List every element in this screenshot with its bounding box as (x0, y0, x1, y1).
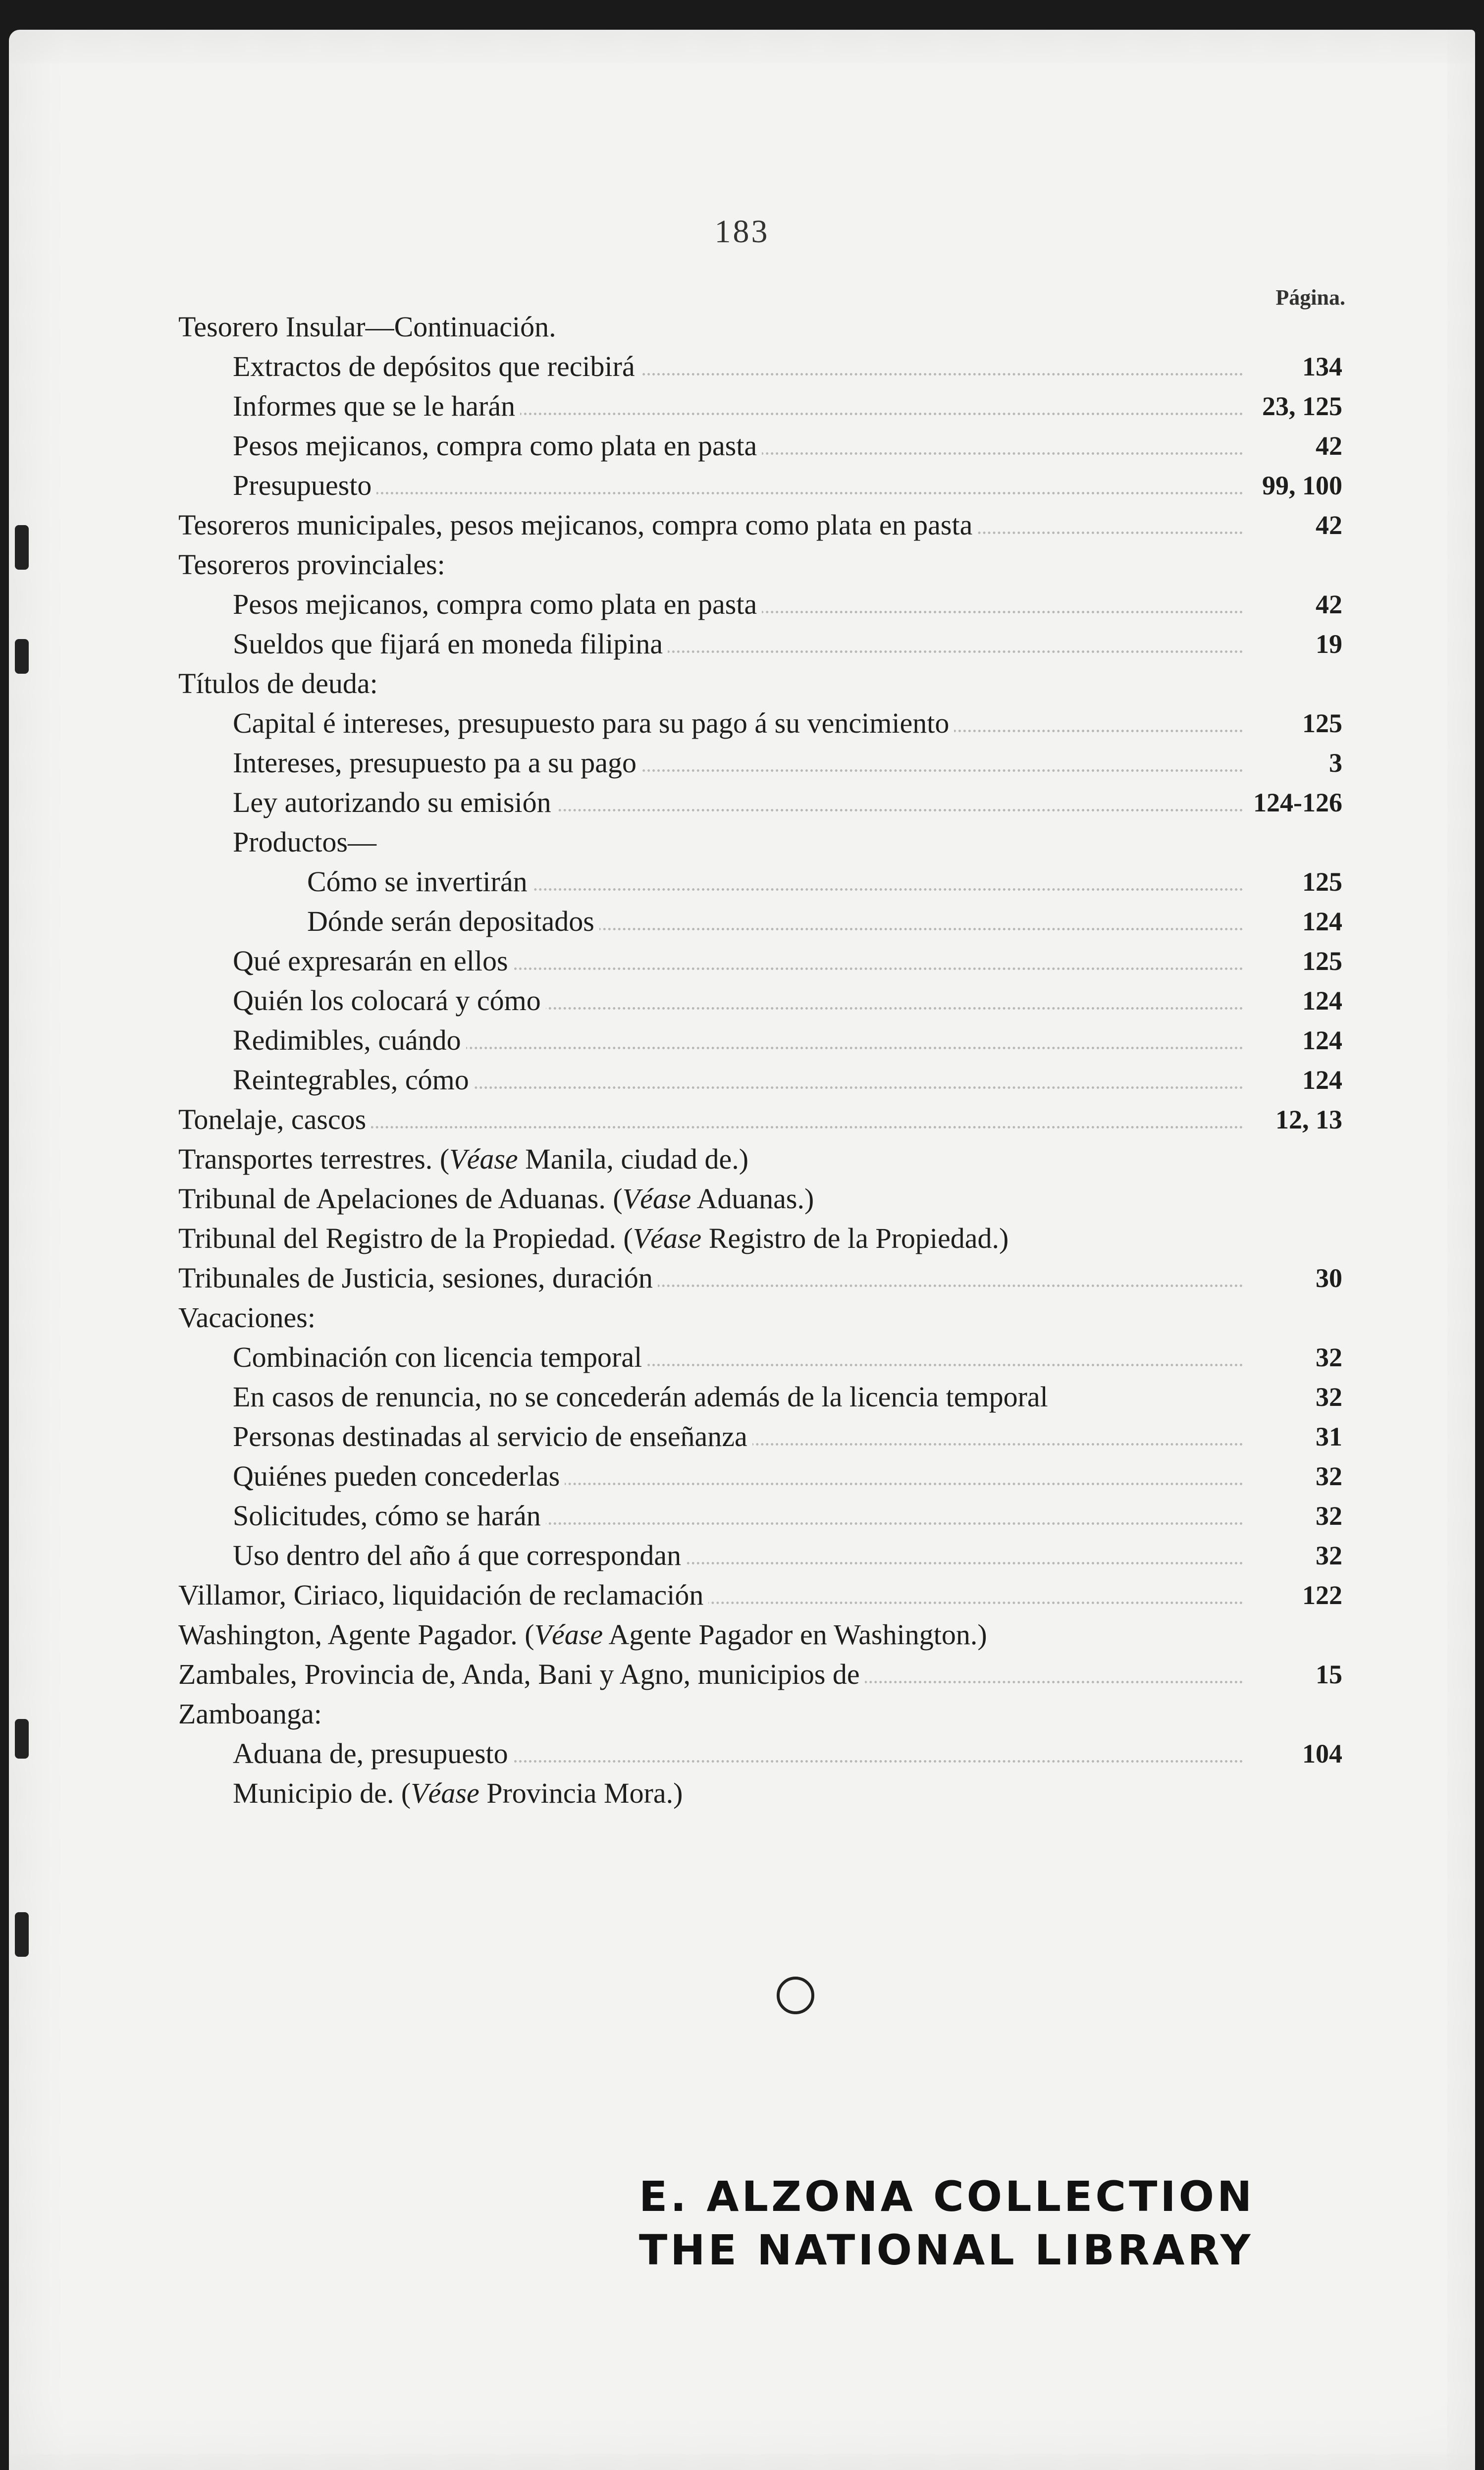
entry-text (307, 862, 532, 902)
dot-leader (233, 492, 1243, 494)
entry-label: Reintegrables, cómo (233, 1064, 469, 1096)
page-reference: 31 (1243, 1417, 1342, 1456)
entry-label: Tesoreros municipales, pesos mejicanos, compra como plata en pasta (178, 509, 973, 541)
index-entry (178, 1773, 1342, 1813)
index-entry (178, 743, 1342, 783)
index-entry (178, 1655, 1342, 1694)
entry-text (233, 822, 381, 862)
page-reference: 134 (1243, 347, 1342, 386)
entry-text (178, 307, 561, 347)
index-entry (178, 1456, 1342, 1496)
index-entry (178, 862, 1342, 902)
index-entry (178, 783, 1342, 822)
page-reference: 125 (1243, 862, 1342, 902)
entry-label: Washington, Agente Pagador. (178, 1618, 518, 1651)
index-entry (178, 347, 1342, 386)
page-reference: 32 (1243, 1456, 1342, 1496)
page-reference: 124-126 (1243, 783, 1342, 822)
index-entry (178, 1020, 1342, 1060)
see-reference-label: Véase (622, 1182, 691, 1215)
entry-text (233, 783, 556, 822)
index-entry (178, 1496, 1342, 1536)
entry-label: Tonelaje, cascos (178, 1103, 367, 1135)
entry-label: Zamboanga: (178, 1698, 322, 1730)
entry-text (233, 1496, 546, 1536)
index-entry (178, 981, 1342, 1020)
entry-text (178, 1258, 658, 1298)
see-reference-label: Véase (633, 1222, 702, 1254)
index-entries (178, 307, 1342, 1813)
index-entry (178, 1417, 1342, 1456)
page-reference: 124 (1243, 981, 1342, 1020)
index-entry (178, 902, 1342, 941)
entry-text (178, 1100, 371, 1139)
index-entry (178, 426, 1342, 466)
entry-label: Informes que se le harán (233, 390, 516, 422)
page-reference: 42 (1243, 585, 1342, 624)
page-reference: 19 (1243, 624, 1342, 664)
index-entry (178, 466, 1342, 505)
entry-text: Tribunal del Registro de la Propiedad. (Véase Registro de la Propiedad.) (178, 1219, 1342, 1258)
index-entry (178, 1338, 1342, 1377)
page-reference: 104 (1243, 1734, 1342, 1773)
entry-label: Quiénes pueden concederlas (233, 1460, 560, 1492)
page-reference: 125 (1243, 703, 1342, 743)
page-reference: 99, 100 (1243, 466, 1342, 505)
entry-text (307, 902, 599, 941)
entry-label: Presupuesto (233, 469, 372, 501)
see-reference-target: Provincia Mora.) (486, 1777, 683, 1809)
entry-label: Sueldos que fijará en moneda filipina (233, 628, 663, 660)
margin-mark (15, 1719, 29, 1759)
entry-label: Solicitudes, cómo se harán (233, 1500, 541, 1532)
page-reference: 3 (1243, 743, 1342, 783)
page-reference: 32 (1243, 1338, 1342, 1377)
page-reference: 23, 125 (1243, 386, 1342, 426)
entry-label: Personas destinadas al servicio de enseñanza (233, 1420, 747, 1452)
page-reference: 124 (1243, 1020, 1342, 1060)
entry-text (233, 1734, 513, 1773)
index-entry (178, 1734, 1342, 1773)
entry-text (233, 1536, 686, 1575)
index-entry (178, 1694, 1342, 1734)
entry-label: Pesos mejicanos, compra como plata en pasta (233, 588, 757, 620)
entry-text (178, 1298, 320, 1338)
see-reference-target: Agente Pagador en Washington.) (608, 1618, 987, 1651)
index-entry (178, 1060, 1342, 1100)
entry-text (233, 466, 376, 505)
stamp-line-2: THE NATIONAL LIBRARY (639, 2226, 1254, 2274)
entry-text (178, 1694, 327, 1734)
index-entry (178, 1139, 1342, 1179)
entry-label: Extractos de depósitos que recibirá (233, 350, 635, 382)
margin-mark (15, 639, 29, 674)
entry-label: En casos de renuncia, no se concederán además de la licencia temporal (233, 1381, 1048, 1413)
index-entry (178, 1615, 1342, 1655)
entry-label: Zambales, Provincia de, Anda, Bani y Agno, municipios de (178, 1658, 860, 1690)
page-reference: 124 (1243, 902, 1342, 941)
entry-label: Ley autorizando su emisión (233, 786, 551, 818)
library-stamp (639, 2170, 1255, 2277)
see-reference-label: Véase (411, 1777, 479, 1809)
index-entry (178, 1377, 1342, 1417)
index-entry (178, 703, 1342, 743)
page-reference: 124 (1243, 1060, 1342, 1100)
entry-label: Tribunal del Registro de la Propiedad. (178, 1222, 616, 1254)
entry-text (178, 505, 977, 545)
page-reference: 12, 13 (1243, 1100, 1342, 1139)
page-reference: 32 (1243, 1496, 1342, 1536)
index-entry (178, 1219, 1342, 1258)
entry-label: Tribunal de Apelaciones de Aduanas. (178, 1182, 606, 1215)
entry-label: Títulos de deuda: (178, 667, 378, 699)
page-reference: 32 (1243, 1536, 1342, 1575)
index-entry (178, 545, 1342, 585)
index-entry (178, 585, 1342, 624)
page-reference: 42 (1243, 505, 1342, 545)
margin-mark (15, 525, 29, 570)
page-reference: 30 (1243, 1258, 1342, 1298)
index-entry (178, 386, 1342, 426)
entry-text (233, 386, 520, 426)
entry-label: Combinación con licencia temporal (233, 1341, 642, 1373)
index-entry (178, 1179, 1342, 1219)
entry-text: Tribunal de Apelaciones de Aduanas. (Véase Aduanas.) (178, 1179, 819, 1219)
entry-label: Redimibles, cuándo (233, 1024, 461, 1056)
entry-text (178, 1575, 708, 1615)
entry-text (233, 624, 668, 664)
page-reference: 42 (1243, 426, 1342, 466)
index-entry (178, 941, 1342, 981)
index-entry (178, 307, 1342, 347)
entry-label: Vacaciones: (178, 1301, 316, 1334)
index-entry (178, 624, 1342, 664)
entry-text (233, 981, 546, 1020)
see-reference-target: Registro de la Propiedad.) (708, 1222, 1009, 1254)
entry-text (233, 1417, 752, 1456)
see-reference-target: Aduanas.) (696, 1182, 814, 1215)
see-reference-label: Véase (534, 1618, 603, 1651)
entry-text (233, 1020, 466, 1060)
entry-text (178, 1655, 865, 1694)
entry-label: Tesoreros provinciales: (178, 548, 445, 581)
entry-text: Municipio de. (Véase Provincia Mora.) (233, 1773, 688, 1813)
entry-label: Intereses, presupuesto pa a su pago (233, 747, 636, 779)
entry-label: Uso dentro del año á que correspondan (233, 1539, 682, 1571)
margin-mark (15, 1912, 29, 1957)
see-reference-label: Véase (449, 1143, 518, 1175)
entry-label: Transportes terrestres. (178, 1143, 433, 1175)
page-reference: 122 (1243, 1575, 1342, 1615)
page-reference: 15 (1243, 1655, 1342, 1694)
entry-label: Dónde serán depositados (307, 905, 594, 937)
entry-text (233, 347, 640, 386)
entry-label: Cómo se invertirán (307, 865, 528, 898)
entry-label: Villamor, Ciriaco, liquidación de reclamación (178, 1579, 704, 1611)
index-entry (178, 664, 1342, 703)
entry-text: Transportes terrestres. (Véase Manila, ciudad de.) (178, 1139, 753, 1179)
entry-text (178, 664, 383, 703)
column-header: Página. (1275, 285, 1345, 310)
page-reference: 32 (1243, 1377, 1342, 1417)
see-reference-target: Manila, ciudad de.) (525, 1143, 749, 1175)
entry-label: Aduana de, presupuesto (233, 1737, 508, 1770)
index-entry (178, 1536, 1342, 1575)
entry-text (233, 585, 762, 624)
page-reference: 125 (1243, 941, 1342, 981)
stamp-line-1: E. ALZONA COLLECTION (639, 2172, 1255, 2221)
index-entry (178, 1258, 1342, 1298)
index-entry (178, 1100, 1342, 1139)
entry-text (233, 941, 513, 981)
entry-text (233, 743, 641, 783)
entry-label: Pesos mejicanos, compra como plata en pasta (233, 430, 757, 462)
entry-text (233, 1456, 565, 1496)
entry-label: Tesorero Insular—Continuación. (178, 311, 556, 343)
entry-text (178, 545, 450, 585)
entry-text (233, 1060, 474, 1100)
index-entry (178, 505, 1342, 545)
page-number: 183 (714, 214, 770, 250)
entry-label: Capital é intereses, presupuesto para su pago á su vencimiento (233, 707, 950, 739)
end-circle-mark (777, 1977, 814, 2014)
entry-label: Municipio de. (233, 1777, 394, 1809)
index-entry (178, 1575, 1342, 1615)
index-entry (178, 1298, 1342, 1338)
entry-text (233, 1338, 647, 1377)
entry-text (233, 426, 762, 466)
entry-label: Qué expresarán en ellos (233, 945, 508, 977)
entry-text (233, 703, 954, 743)
entry-text (233, 1377, 1342, 1417)
index-entry (178, 822, 1342, 862)
entry-label: Quién los colocará y cómo (233, 984, 541, 1017)
entry-label: Tribunales de Justicia, sesiones, duración (178, 1262, 653, 1294)
entry-text: Washington, Agente Pagador. (Véase Agente Pagador en Washington.) (178, 1615, 1342, 1655)
entry-label: Productos— (233, 826, 376, 858)
